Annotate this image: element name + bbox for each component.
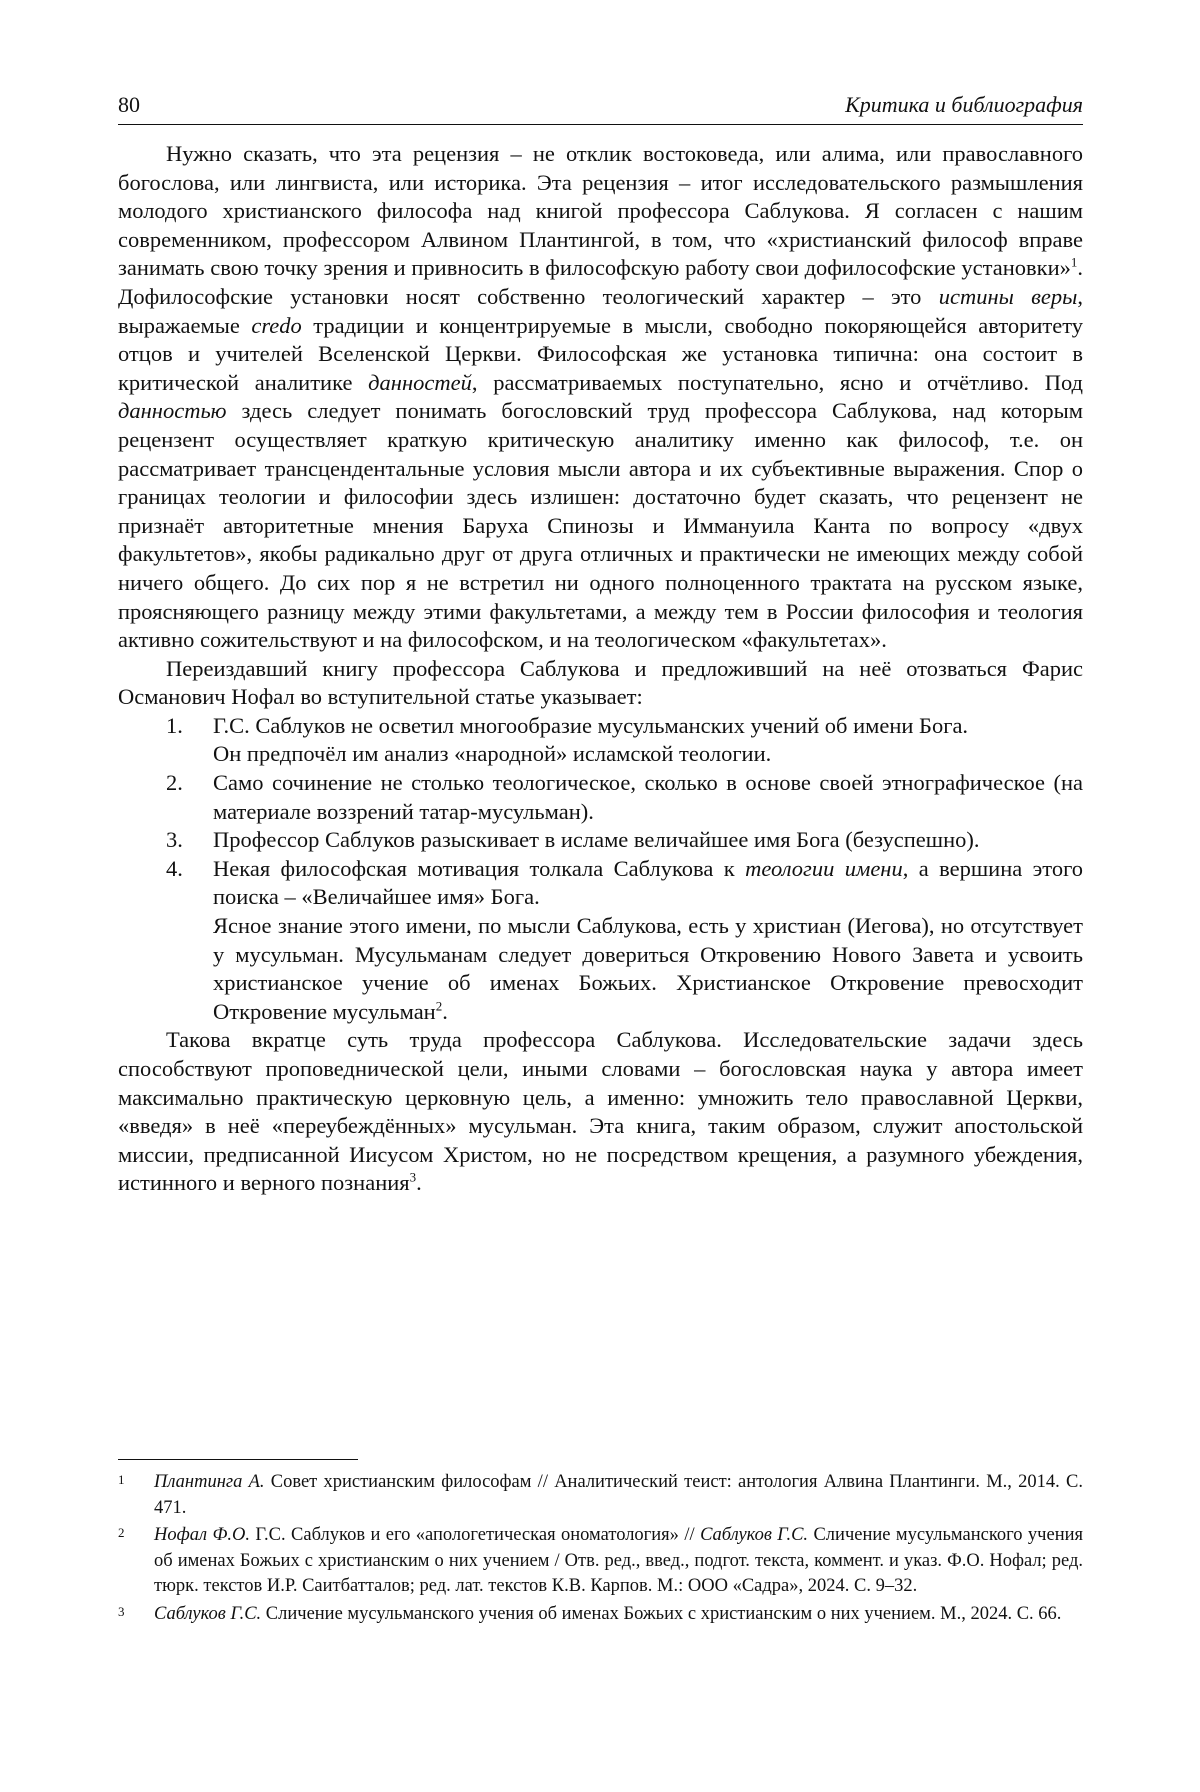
footnotes — [118, 1470, 1083, 1629]
footnote-text: Совет христианским философам // Аналитический теист: антология Алвина Плантинги. М., 2014. С. 471. — [154, 1472, 1083, 1518]
list-item-continuation — [213, 912, 1083, 1026]
main-text — [118, 140, 1083, 1198]
paragraph-1-text-b: . Дофилософские установки носят собственно теологический характер – это — [118, 255, 1083, 309]
emphasis-truths-of-faith: истины веры — [938, 283, 1078, 309]
footnote-1 — [118, 1470, 1083, 1521]
paragraph-1-text-c: , выражаемые — [118, 283, 1083, 338]
paragraph-1-text-f: здесь следует понимать богословский труд профессора Саблукова, над которым рецензент осуществляет краткую критическую аналитику именно как философ, т.е. он рассматривает трансцендентальные условия мысли автора и их субъективные выражения. Спор о границах теологии и философии здесь излишен: достаточно будет сказать, что рецензент не признаёт авторитетные мнения Баруха Спинозы и Иммануила Канта по вопросу «двух факультетов», якобы радикально друг от друга отличных и практически не имеющих между собой ничего общего. До сих пор я не встретил ни одного полноценного трактата на русском языке, проясняющего разницу между этими факультетами, а между тем в России философия и теология активно сожительствуют и на философском, и на теологическом «факультетах». — [118, 398, 1083, 653]
page-header — [118, 88, 1083, 125]
footnote-author: Нофал Ф.О. — [154, 1525, 250, 1545]
running-title: Критика и библиография — [845, 92, 1083, 117]
paragraph-1-text-d: традиции и концентрируемые в мысли, свободно покоряющейся авторитету отцов и учителей Вселенской Церкви. Философская же установка типична: она состоит в критической аналитике — [118, 312, 1084, 395]
emphasis-theology-of-name: теологии имени — [745, 855, 903, 881]
footnote-2 — [118, 1523, 1083, 1600]
paragraph-3-end: . — [416, 1170, 422, 1196]
list-number: 2. — [166, 770, 183, 796]
footnote-author-2: Саблуков Г.С. — [700, 1525, 809, 1545]
list-item-text: Само сочинение не столько теологическое, сколько в основе своей этнографическое (на материале воззрений татар-мусульман). — [213, 770, 1083, 824]
footnote-mark: 1 — [118, 1472, 125, 1487]
footnote-divider — [118, 1459, 358, 1460]
footnote-3 — [118, 1602, 1083, 1628]
list-item-text: Некая философская мотивация толкала Саблукова к — [213, 855, 746, 881]
emphasis-given: данностью — [118, 398, 227, 424]
footnote-mark: 3 — [118, 1603, 125, 1619]
paragraph-3 — [118, 1026, 1083, 1198]
paragraph-1-text-a: Нужно сказать, что эта рецензия – не отклик востоковеда, или алима, или православного богослова, или лингвиста, или историка. Эта рецензия – итог исследовательского размышления молодого христианского философа над книгой профессора Саблукова. Я согласен с нашим современником, профессором Алвином Плантингой, в том, что «христианский философ вправе занимать свою точку зрения и привносить в философскую работу свои дофилософские установки» — [118, 141, 1083, 281]
list-item-text: Профессор Саблуков разыскивает в исламе величайшее имя Бога (безуспешно). — [213, 827, 980, 853]
footnote-mark: 2 — [118, 1525, 125, 1540]
emphasis-givens: данностей — [368, 369, 472, 395]
list-item-continuation-end: . — [442, 998, 448, 1024]
footnote-ref-2[interactable]: 2 — [435, 998, 443, 1014]
footnote-author: Саблуков Г.С. — [154, 1603, 262, 1624]
footnote-author: Плантинга А. — [154, 1472, 265, 1492]
paragraph-1 — [118, 140, 1083, 655]
paragraph-2: Переиздавший книгу профессора Саблукова и предложивший на неё отозваться Фарис Османович Нофал во вступительной статье указывает: — [118, 655, 1083, 710]
list-item — [118, 769, 1083, 826]
list-item — [118, 712, 1083, 769]
list-number: 3. — [166, 827, 183, 853]
footnote-text-2: Сличение мусульманского учения об именах Божьих с христианским о них учением / Отв. ред., введ., подгот. текста, коммент. и указ. Ф.О. Нофал; ред. тюрк. текстов И.Р. Саитбатталов; ред. лат. текстов К.В. Карпов. М.: ООО «Садра», 2024. С. 9–32. — [154, 1525, 1084, 1596]
list-number: 4. — [166, 855, 183, 881]
list-item-text: Г.С. Саблуков не осветил многообразие мусульманских учений об имени Бога. — [213, 712, 969, 738]
numbered-list — [118, 712, 1083, 1027]
list-item-text-end: , а вершина этого поиска – «Величайшее имя» Бога. — [213, 855, 1084, 910]
footnote-ref-3[interactable]: 3 — [409, 1169, 417, 1185]
list-item-continuation-text: Ясное знание этого имени, по мысли Саблукова, есть у христиан (Иегова), но отсутствует у мусульман. Мусульманам следует довериться Откровению Нового Завета и усвоить христианское учение об именах Божьих. Христианское Откровение превосходит Откровение мусульман — [213, 913, 1083, 1024]
paragraph-3-text: Такова вкратце суть труда профессора Саблукова. Исследовательские задачи здесь способствуют проповеднической цели, иными словами – богословская наука у автора имеет максимально практическую церковную цель, а именно: умножить тело православной Церкви, «введя» в неё «переубеждённых» мусульман. Эта книга, таким образом, служит апостольской миссии, предписанной Иисусом Христом, но не посредством крещения, а разумного убеждения, истинного и верного познания — [118, 1027, 1083, 1196]
list-item — [118, 855, 1083, 1027]
list-item — [118, 826, 1083, 855]
paragraph-1-text-e: , рассматриваемых поступательно, ясно и отчётливо. Под — [471, 369, 1083, 395]
emphasis-credo: credo — [251, 312, 302, 338]
footnote-ref-1[interactable]: 1 — [1070, 254, 1078, 270]
footnote-text: Г.С. Саблуков и его «апологетическая ономатология» // — [249, 1525, 701, 1545]
footnote-text: Сличение мусульманского учения об именах Божьих с христианским о них учением. М., 2024. С. 66. — [261, 1603, 1062, 1624]
list-item-continuation: Он предпочёл им анализ «народной» исламской теологии. — [213, 741, 772, 767]
page-number: 80 — [118, 92, 140, 117]
list-number: 1. — [166, 712, 183, 738]
